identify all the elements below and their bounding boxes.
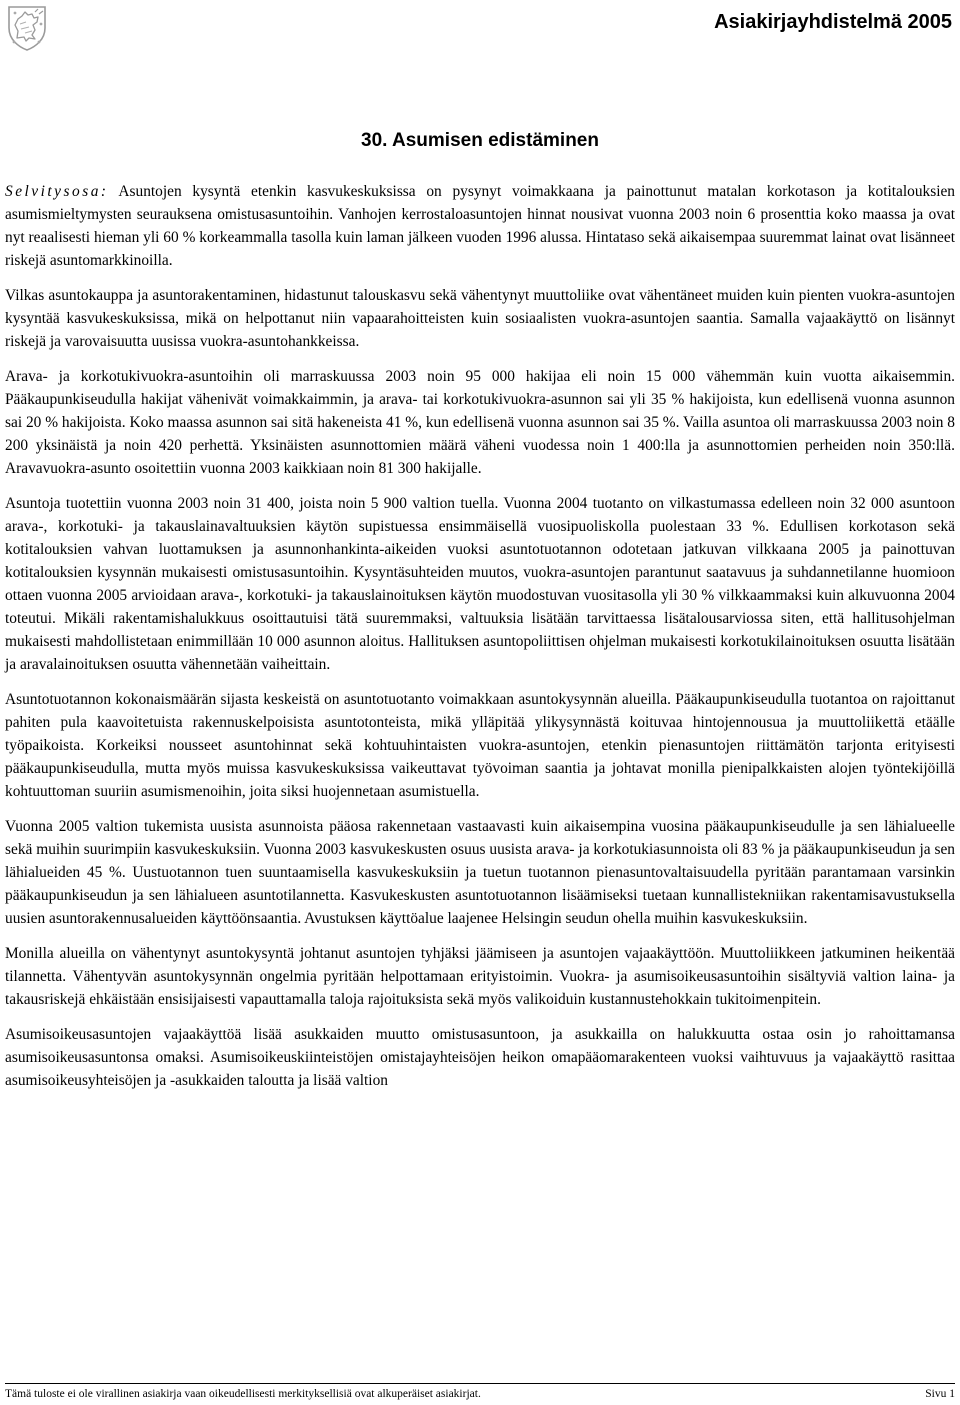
paragraph-4: Asuntoja tuotettiin vuonna 2003 noin 31 400, joista noin 5 900 valtion tuella. Vuonna 2004 tuotanto on vilkastumassa edelleen noin 32 000 asuntoon arava-, korkotuki- ja takauslainavaltuuksien käytön supistuessa ensimmäisellä vuosipuoliskolla puolestaan 33 %. Edullisen korkotason sekä kotitalouksien vahvan luottamuksen ja asunnonhankinta-aikeiden vuoksi asuntotuotannon odotetaan jatkuvan vilkkaana 2005 ja painottuvan kotitalouksien kysynnän mukaisesti omistusasuntoihin. Kysyntäsuhteiden muutos, vuokra-asuntojen parantunut saatavuus ja suhdannetilanne huomioon ottaen vuonna 2005 arvioidaan arava-, korkotuki- ja takauslainoituksen käytön muodostuvan vuositasolla yli 30 % vilkkaammaksi kuin alkuvuonna 2004 toteutui. Mikäli rakentamishalukkuus osoittautuisi tätä suuremmaksi, valtuuksia lisätään tarvittaessa lisätalousarviossa siten, että hallitusohjelman mukaisesti mahdollistetaan enimmillään 10 000 asunnon aloitus. Hallituksen asuntopoliittisen ohjelman mukaisesti korkotukilainoituksen osuutta lisätään ja aravalainoituksen osuutta vähennetään vaiheittain. [5,495,955,673]
page-number: Sivu 1 [925,1388,955,1400]
paragraph-1-text: Asuntojen kysyntä etenkin kasvukeskuksissa on pysynyt voimakkaana ja painottunut matalan korkotason ja kotitalouksien asumismieltymysten seurauksena omistusasuntoihin. Vanhojen kerrostaloasuntojen hinnat nousivat vuonna 2003 noin 6 prosenttia koko maassa ja ovat nyt reaalisesti hieman yli 60 % korkeammalla tasolla kuin laman jälkeen vuoden 1996 alussa. Hintataso sekä aikaisempaa suuremmat lainat ovat lisänneet riskejä asuntomarkkinoilla. [5,183,956,269]
paragraph-3: Arava- ja korkotukivuokra-asuntoihin oli marraskuussa 2003 noin 95 000 hakijaa eli noin 15 000 vähemmän kuin vuotta aikaisemmin. Pääkaupunkiseudulla hakijat vähenivät voimakkaimmin, ja arava- tai korkotukivuokra-asunnon sai yli 35 % hakijoista, kun edellisenä vuonna asunnon sai 20 % hakijoista. Koko maassa asunnon sai sitä hakeneista 41 %, kun edellisenä vuonna asunnon sai 35 %. Vailla asuntoa oli marraskuussa 2003 noin 8 200 yksinäistä ja noin 420 perhettä. Yksinäisten asunnottomien määrä väheni vuodessa noin 1 400:lla ja asunnottomien perheiden noin 350:llä. Aravavuokra-asunto osoitettiin vuonna 2003 kaikkiaan noin 81 300 hakijalle. [5,368,955,477]
paragraph-1 [5,180,955,272]
document-header-title: Asiakirjayhdistelmä 2005 [714,11,952,33]
footer-divider [5,1383,955,1384]
paragraph-1-lead: Selvitysosa: [5,183,109,200]
section-title: 30. Asumisen edistäminen [361,130,599,151]
page-footer [5,1387,955,1401]
paragraph-7: Monilla alueilla on vähentynyt asuntokysyntä johtanut asuntojen tyhjäksi jäämiseen ja asuntojen vajaakäyttöön. Muuttoliikkeen jatkuminen heikentää tilannetta. Vähentyvän asuntokysynnän ongelmia pyritään helpottamaan erityistoimin. Vuokra- ja asumisoikeusasuntoihin sisältyviä valtion laina- ja takausriskejä ehkäistään ensisijaisesti vapauttamalla taloja rajoituksista sekä myös valikoiduin kustannustehokkain tukitoimenpitein. [5,945,955,1008]
footer-disclaimer: Tämä tuloste ei ole virallinen asiakirja vaan oikeudellisesti merkityksellisiä ovat alkuperäiset asiakirjat. [5,1388,481,1400]
paragraph-6: Vuonna 2005 valtion tukemista uusista asunnoista pääosa rakennetaan vastaavasti kuin aikaisempina vuosina pääkaupunkiseudulle ja sen lähialueelle sekä muihin suurimpiin kasvukeskuksiin. Vuonna 2003 kasvukeskusten osuus uusista arava- ja korkotukiasunnoista oli 83 % ja pääkaupunkiseudun ja sen lähialueiden 45 %. Uustuotannon tuen suuntaamisella kasvukeskuksiin ja tuetun tuotannon pienasuntovaltaisuudella pyritään parantamaan varsinkin pääkaupunkiseudun ja sen lähialueen asuntotilannetta. Kasvukeskusten asuntotuotannon lisäämiseksi tuetaan kunnallistekniikan rakentamisavustuksella uusien asuntorakennusalueiden käyttöönsaantia. Avustuksen käyttöalue laajenee Helsingin seudun ohella muihin kasvukeskuksiin. [5,818,955,927]
paragraph-2: Vilkas asuntokauppa ja asuntorakentaminen, hidastunut talouskasvu sekä vähentynyt muuttoliike ovat vähentäneet muiden kuin pienten vuokra-asuntojen kysyntää kasvukeskuksissa, mikä on helpottanut niin vapaarahoitteisten kuin sosiaalisten vuokra-asuntojen saantia. Samalla vajaakäyttö on lisännyt riskejä ja varovaisuutta uusissa vuokra-asuntohankkeissa. [5,287,955,350]
paragraph-5: Asuntotuotannon kokonaismäärän sijasta keskeistä on asuntotuotanto voimakkaan asuntokysynnän alueilla. Pääkaupunkiseudulla tuotantoa on rajoittanut pahiten pula kaavoitetuista rakennuskelpoisista asuntotonteista, mikä ylläpitää ylikysynnästä koituvaa hintojennousua ja muuttoliikettä etäälle työpaikoista. Korkeiksi nousseet asuntohinnat sekä kohtuuhintaisten vuokra-asuntojen, etenkin pienasuntojen riittämätön tarjonta erityisesti pääkaupunkiseudulla, mutta myös muissa kasvukeskuksissa vaikeuttavat työvoiman saantia ja johtavat monilla pienipalkkaisten alojen työntekijöillä kohtuuttoman suuriin asumismenoihin, joita siksi huojennetaan asumistuella. [5,691,955,800]
paragraph-8: Asumisoikeusasuntojen vajaakäyttöä lisää asukkaiden muutto omistusasuntoon, ja asukkailla on halukkuutta ostaa osin jo rahoittamansa asumisoikeusasuntonsa omaksi. Asumisoikeuskiinteistöjen omistajayhteisöjen heikon omapääomarakenteen vuoksi vaihtuvuus ja vajaakäyttö rasittaa asumisoikeusyhteisöjen ja -asukkaiden taloutta ja lisää valtion [5,1026,955,1089]
coat-of-arms-lion-icon [5,4,49,52]
document-body [5,180,955,1104]
